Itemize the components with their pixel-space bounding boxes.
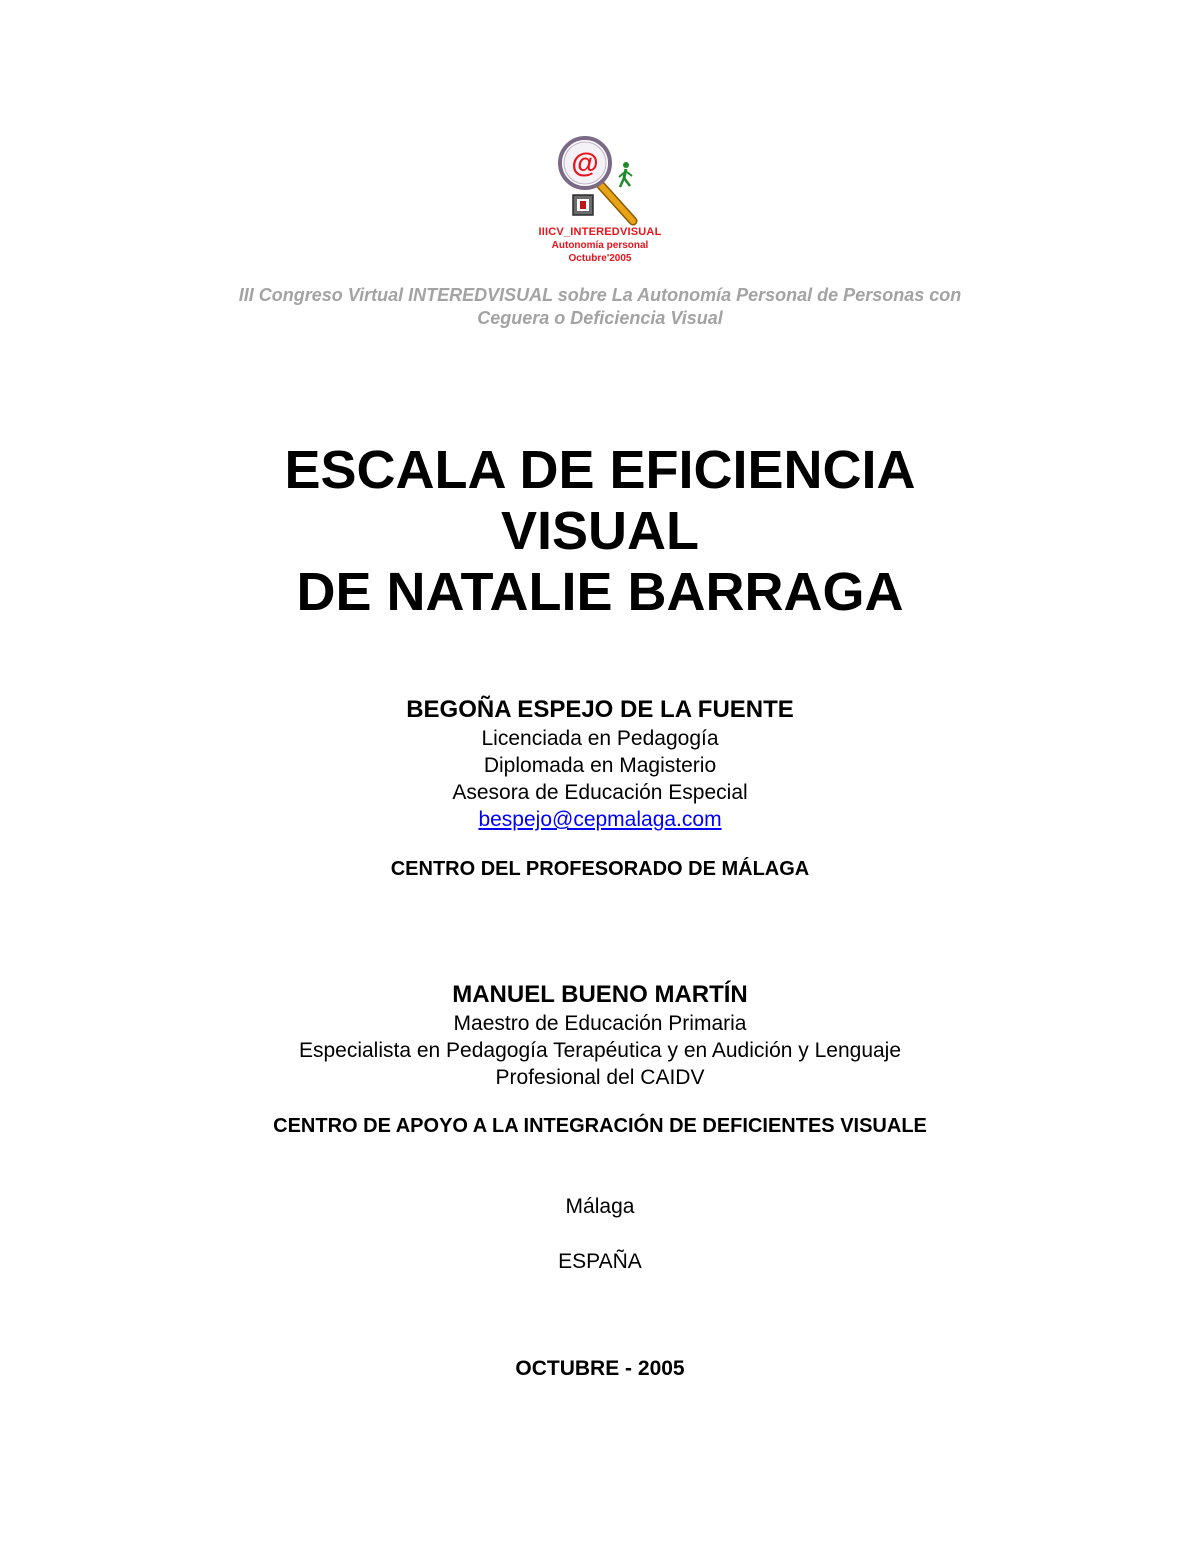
author-1-center: CENTRO DEL PROFESORADO DE MÁLAGA xyxy=(390,858,810,880)
author-2-name: MANUEL BUENO MARTÍN xyxy=(452,981,748,1008)
document-date: OCTUBRE - 2005 xyxy=(515,1357,685,1380)
title-line-2: VISUAL xyxy=(500,501,700,561)
logo-line-3: Octubre'2005 xyxy=(568,253,632,264)
author-1 xyxy=(100,695,1100,833)
author-1-role: Asesora de Educación Especial xyxy=(452,781,748,804)
title-line-1: ESCALA DE EFICIENCIA xyxy=(284,440,916,500)
congress-line-2: Ceguera o Deficiencia Visual xyxy=(477,308,723,328)
walking-person-icon xyxy=(619,162,632,187)
country: ESPAÑA xyxy=(558,1250,642,1273)
author-2-role: Profesional del CAIDV xyxy=(495,1066,705,1089)
svg-text:@: @ xyxy=(571,147,599,178)
at-sign-icon xyxy=(571,147,598,178)
congress-line-1: III Congreso Virtual INTEREDVISUAL sobre La Autonomía Personal de Personas con xyxy=(238,285,962,305)
magnifier-icon xyxy=(555,135,645,227)
author-2-center: CENTRO DE APOYO A LA INTEGRACIÓN DE DEFICIENTES VISUALE xyxy=(273,1115,927,1137)
author-2-role: Maestro de Educación Primaria xyxy=(453,1012,747,1035)
logo-line-1: IIICV_INTEREDVISUAL xyxy=(538,226,662,238)
city: Málaga xyxy=(565,1195,635,1218)
author-1-name: BEGOÑA ESPEJO DE LA FUENTE xyxy=(406,696,794,723)
congress-heading xyxy=(100,284,1100,330)
author-1-email-link[interactable]: bespejo@cepmalaga.com xyxy=(478,808,722,831)
congress-logo xyxy=(515,135,685,270)
title-line-3: DE NATALIE BARRAGA xyxy=(296,562,904,622)
author-2 xyxy=(100,980,1100,1091)
author-2-role: Especialista en Pedagogía Terapéutica y en Audición y Lenguaje xyxy=(298,1039,902,1062)
author-1-role: Diplomada en Magisterio xyxy=(483,754,717,777)
author-1-role: Licenciada en Pedagogía xyxy=(481,727,719,750)
document-title xyxy=(100,440,1100,623)
emblem-icon xyxy=(573,195,593,215)
logo-line-2: Autonomía personal xyxy=(551,240,649,251)
